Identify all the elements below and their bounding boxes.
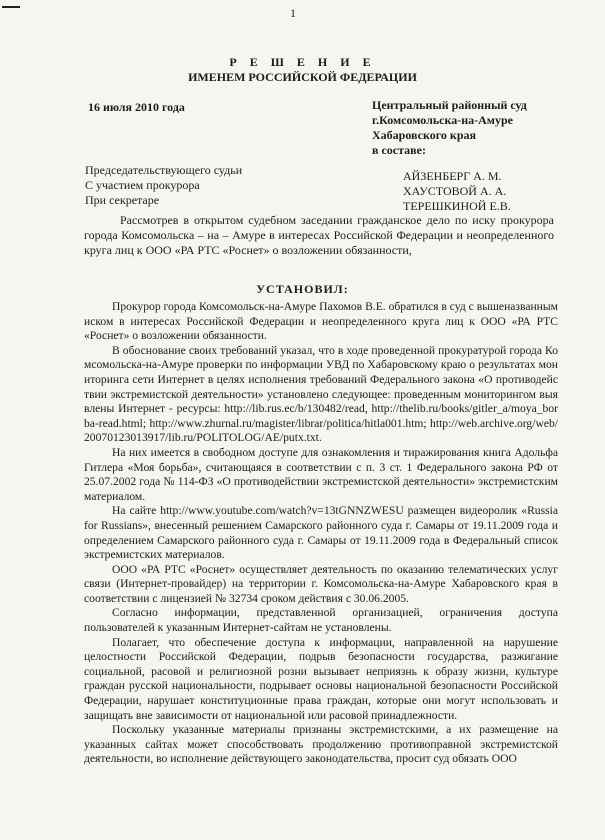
paragraph: На них имеется в свободном доступе для ознакомления и тиражирования книга Адольфа Гитлера «Моя борьба», считающаяся в соответствии с п. 3 ст. 1 Федерального закона РФ от 25.07.2002 года № 114-ФЗ «О противодействии экстремистской деятельности» экстремистским материалом. [84, 445, 558, 503]
court-block [372, 98, 527, 158]
paragraph: На сайте http://www.youtube.com/watch?v=13tGNNZWESU размещен видеоролик «Russia for Russians», внесенный решением Самарского районного суда г. Самары от 19.11.2009 года и определением Самарского районного суда г. Самары от 19.11.2009 года в Федеральный список экстремистских материалов. [84, 504, 558, 562]
role-label: Председательствующего судьи [85, 163, 243, 177]
document-subtitle: ИМЕНЕМ РОССИЙСКОЙ ФЕДЕРАЦИИ [188, 70, 417, 84]
person-name: АЙЗЕНБЕРГ А. М. [403, 169, 502, 183]
court-line: Хабаровского края [372, 128, 476, 142]
document-title: Р Е Ш Е Н И Е [229, 55, 376, 69]
paragraph: Полагает, что обеспечение доступа к информации, направленной на нарушение целостности Российской Федерации, подрыв безопасности государства, разжигание социальной, расовой и религиозной розни вызывает неприязнь к образу жизни, культуре граждан русской национальности, подрывает основы национальной безопасности Российской Федерации, нарушает конституционные права граждан, которые они могут использовать и защищать вне зависимости от национальной или расовой принадлежности. [84, 635, 558, 722]
role-label: При секретаре [85, 193, 160, 207]
court-line: в составе: [372, 143, 426, 157]
intro-paragraph [84, 213, 554, 258]
decision-date: 16 июля 2010 года [88, 100, 185, 114]
court-line: г.Комсомольска-на-Амуре [372, 113, 513, 127]
body-text [84, 300, 558, 767]
paragraph: В обоснование своих требований указал, что в ходе проведенной прокуратурой города Комсомольска-на-Амуре проверки по информации УВД по Хабаровскому краю о результатах мониторинга сети Интернет в целях исполнения требований Федерального закона «О противодействии экстремистской деятельности» установлено следующее: проведенным мониторингом выявлены Интернет - ресурсы: http://lib.rus.ec/b/130482/read, http://thelib.ru/books/gitler_a/moya_borba-read.html; http://www.zhurnal.ru/magister/librar/politica/hitla001.htm; http://web.archive.org/web/20070123013917/lib.ru/POLITOLOG/AE/putx.txt. [84, 343, 558, 445]
role-label: С участием прокурора [85, 178, 200, 192]
paragraph: Прокурор города Комсомольск-на-Амуре Пахомов В.Е. обратился в суд с вышеназванным иском в интересах Российской Федерации и неопределенного круга лиц к ООО «РА РТС «Роснет» о возложении обязанности. [84, 300, 558, 343]
person-name: ХАУСТОВОЙ А. А. [403, 184, 507, 198]
page-number: 1 [290, 6, 296, 20]
roles-block [85, 163, 242, 208]
court-line: Центральный районный суд [372, 98, 527, 112]
section-heading: УСТАНОВИЛ: [256, 282, 349, 296]
paragraph: Поскольку указанные материалы признаны экстремистскими, а их размещение на указанных сайтах может способствовать продолжению противоправной экстремистской деятельности, во исполнение действующего законодательства, просит суд обязать ООО [84, 723, 558, 766]
names-block [403, 169, 511, 214]
scan-mark [2, 6, 20, 8]
intro-text: Рассмотрев в открытом судебном заседании гражданское дело по иску прокурора города Комсомольска – на – Амуре в интересах Российской Федерации и неопределенного круга лиц к ООО «РА РТС «Роснет» о возложении обязанности, [84, 213, 554, 257]
paragraph: ООО «РА РТС «Роснет» осуществляет деятельность по оказанию телематических услуг связи (Интернет-провайдер) на территории г. Комсомольска-на-Амуре Хабаровского края в соответствии с лицензией № 32734 сроком действия с 30.06.2005. [84, 562, 558, 605]
person-name: ТЕРЕШКИНОЙ Е.В. [403, 199, 511, 213]
paragraph: Согласно информации, представленной организацией, ограничения доступа пользователей к указанным Интернет-сайтам не установлены. [84, 606, 558, 635]
